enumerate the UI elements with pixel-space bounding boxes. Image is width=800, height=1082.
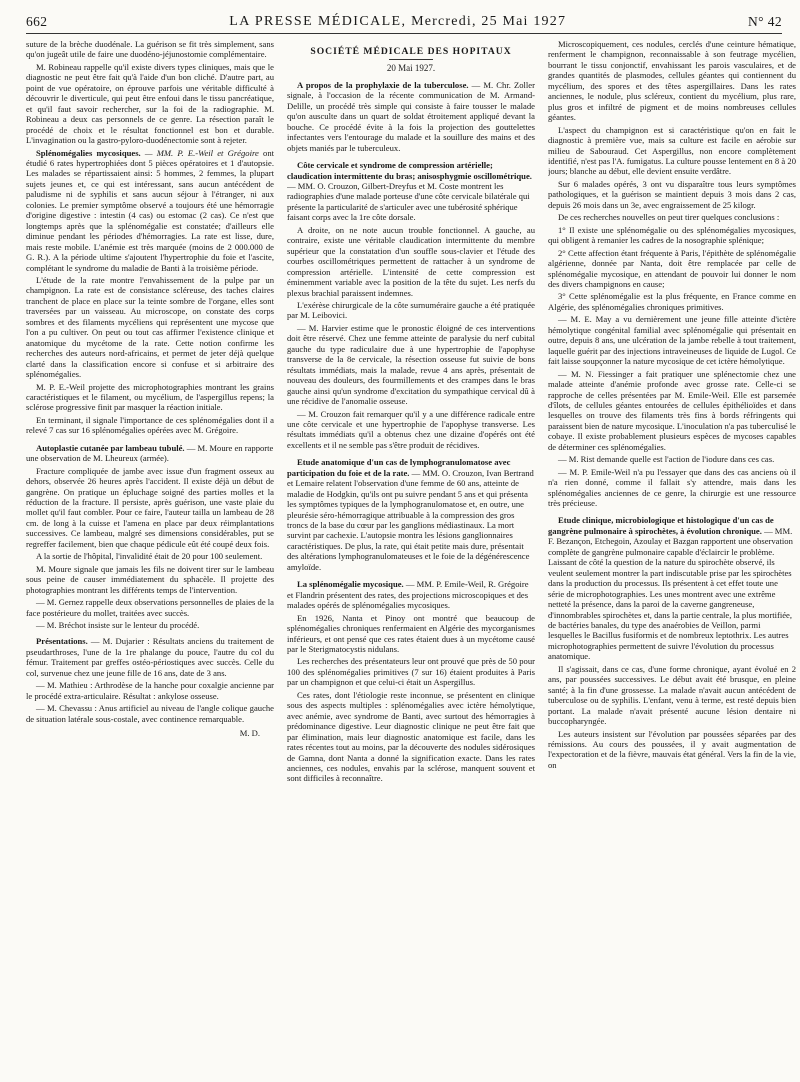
block-body: — M. Chr. Zoller signale, à l'occasion de la récente communication de M. Armand-Delille, un procédé très simple qui consiste à faire tousser le malade qu'on ausculte dans un quart de soldat étroitement appliqué devant la bouche. Ce procédé évite à la fois la projection des gouttelettes infectantes vers l'entourage du malade et la souillure des mains et des objets maniés par le tuberculeux.: [287, 79, 535, 153]
section-autoplastie: [26, 443, 274, 464]
running-head: [26, 0, 782, 34]
page-number: 662: [26, 14, 48, 29]
section-heading: Présentations.: [36, 636, 88, 647]
section-body: — M. Dujarier : Résultats anciens du traitement de pseudarthroses, l'une de la 1re phalange du pouce, l'autre du col du fémur. Traitement par greffes ostéo-périostiques avec succès. Celle du col, survenue chez une jeune fille de 16 ans, date de 3 ans.: [26, 636, 274, 678]
society-date: 20 Mai 1927.: [386, 63, 436, 74]
journal-masthead: [229, 14, 566, 30]
conclusion-item: 1° Il existe une splénomégalie ou des splénomégalies mycosiques, qui obligent à remanier les cadres de la nosographie splénique;: [548, 224, 796, 246]
paragraph: A droite, on ne note aucun trouble fonctionnel. A gauche, au contraire, existe une véritable claudication intermittente du membre supérieur que la constatation d'un souffle sous-clavier et l'étude des courbes oscillométriques permettent de rattacher à un syndrome de compression artérielle. L'intensité de cette compression est éminemment variable avec la position de la tête du sujet. Les nerfs du plexus brachial paraissent indemnes.: [287, 224, 535, 298]
conclusion-item: 2° Cette affection étant fréquente à Paris, l'épithète de splénomégalie algérienne, donnée par Nanta, doit être remplacée par celle de splénomégalie mycosique, en attendant de pouvoir lui donner le nom des divers champignons en cause;: [548, 247, 796, 289]
paragraph: — M. N. Fiessinger a fait pratiquer une splénectomie chez une malade atteinte d'anémie profonde avec grosse rate. Celle-ci se rapproche de celles présentées par M. Emile-Weil. Elle est parsemée d'îlots, de cellules géantes entourées de cellules épithélioïdes et dans lesquelles on trouve des filaments très fins à bords réfringents qui paraissent bien de nature mycosique. L'inoculation n'a pas tuberculisé le cobaye. Il existe probablement plusieurs espèces de mycoses capables de déterminer ces splénomégalies.: [548, 368, 796, 452]
journal-title: LA PRESSE MÉDICALE,: [229, 14, 407, 29]
block-title: La splénomégalie mycosique.: [297, 579, 404, 590]
conclusion-item: 3° Cette splénomégalie est la plus fréquente, en France comme en Algérie, des splénomégalies chroniques primitives.: [548, 291, 796, 312]
section-heading: Splénomégalies mycosiques.: [36, 147, 141, 158]
block-title: Etude anatomique d'un cas de lymphogranulomatose avec participation du foie et de la rate.: [287, 457, 511, 478]
issue-date: Mercredi, 25 Mai 1927: [411, 14, 567, 29]
paragraph: M. Robineau rappelle qu'il existe divers types cliniques, mais que le diagnostic ne peut être fait qu'à l'aide d'un bon cliché. D'autre part, au point de vue opératoire, on éprouve parfois une véritable difficulté à découvrir le diverticule, qui peut être enfoui dans le tissu pancréatique, et qu'il faut savoir rechercher, sur la foi de la radiographie. M. Robineau a deux cas personnels de ce genre. La résection paraît le procédé de choix et le résultat fonctionnel est bon et durable. L'invagination ou la gastro-pyloro-duodénectomie sont à rejeter.: [26, 61, 274, 146]
section-heading: Autoplastie cutanée par lambeau tubulé.: [36, 442, 185, 453]
block-title: Etude clinique, microbiologique et histologique d'un cas de gangrène pulmonaire à spirochètes, à évolution chronique.: [548, 515, 774, 536]
section-authors: — MM. P. E.-Weil et Grégoire: [144, 147, 259, 158]
paragraph: — M. E. May a vu dernièrement une jeune fille atteinte d'ictère hémolytique congénital familial avec splénomégalie qui présentait en outre, depuis 8 ans, une ulcération de la jambe rebelle à tout traitement, laquelle guérit par des injections intraveineuses de liquide de Lugol. Ce fait laisse soupçonner la nature mycosique de cet ictère hémolytique.: [548, 314, 796, 367]
section-presentations: [26, 636, 274, 678]
section-splenomegalies: [26, 148, 274, 273]
block-body: — MM. O. Crouzon, Gilbert-Dreyfus et M. Coste montrent les radiographies d'une malade porteuse d'une côte cervicale bilatérale qui présente la particularité de s'articuler avec une tubérosité sphérique faisant corps avec la 1re côte dorsale.: [287, 180, 530, 223]
block-splenomegalie-mycosique: [287, 579, 535, 610]
section-body: ont étudié 6 rates hypertrophiées dont 5 pièces opératoires et 1 d'autopsie. Les malades se répartissaient ainsi: 5 hommes, 2 femmes, la plupart sujets jeunes et, ce qui est intéressant, sans aucun antécédent de paludisme ni de syphilis et sans aucun séjour à l'étranger, ni aux colonies. Le premier symptôme observé a toujours été une hémorragie d'origine digestive : intestin (4 cas) ou estomac (2 cas). Ce n'est que longtemps après que la splénomégalie est constatée; d'ailleurs elle diminue pendant les périodes d'hémorragies. La rate est lisse, dure, mais reste mobile. L'anémie est très marquée (moins de 2 000.000 de G. R.). A la période ultime s'ajoutent l'hypertrophie du foie et l'ascite, complétant le syndrome du maladie de Banti à la troisième période.: [26, 147, 274, 273]
paragraph: De ces recherches nouvelles on peut tirer quelques conclusions :: [558, 212, 780, 223]
block-body: — MM. P. Emile-Weil, R. Grégoire et Flandrin présentent des rates, des projections microscopiques et des malades opérés de splénomégalies mycosiques.: [287, 579, 529, 611]
column-1: [26, 39, 274, 1079]
issue-number: N° 42: [747, 14, 782, 29]
block-tuberculose: [287, 80, 535, 153]
paragraph: — M. Bréchot insiste sur le lenteur du procédé.: [36, 620, 200, 631]
paragraph: suture de la brèche duodénale. La guérison se fit très simplement, sans qu'on jugeât utile de faire une duodéno-jéjunostomie complémentaire.: [26, 39, 274, 60]
paragraph: M. P. E.-Weil projette des microphotographies montrant les grains caractéristiques et le filament, ou mycélium, de l'aspergillus repens; la sclérose progressive finit par masquer la réaction initiale.: [26, 381, 274, 413]
paragraph: — M. Rist demande quelle est l'action de l'iodure dans ces cas.: [558, 454, 775, 465]
paragraph: En terminant, il signale l'importance de ces splénomégalies dont il a relevé 7 cas sur 16 splénomégalies opérées avec M. Grégoire.: [26, 414, 274, 436]
paragraph: En 1926, Nanta et Pinoy ont montré que beaucoup de splénomégalies chroniques renfermaient en Algérie des mycorganismes inférieurs, et ont pensé que ces rates étaient dues à un mycétome causé par le Sterigmatocystis nidulans.: [287, 612, 535, 655]
paragraph: Les recherches des présentateurs leur ont prouvé que près de 50 pour 100 des splénomégalies primitives (7 sur 16) étaient produites à Paris par un champignon et que celui-ci était un Aspergillus.: [287, 656, 535, 688]
society-title: SOCIÉTÉ MÉDICALE DES HOPITAUX: [310, 46, 512, 57]
paragraph: — M. Chevassu : Anus artificiel au niveau de l'angle colique gauche de situation latérale sous-costale, avec continence remarquable.: [26, 703, 274, 724]
title-rule: [389, 59, 433, 60]
paragraph: Microscopiquement, ces nodules, cerclés d'une ceinture hématique, renferment le champignon, reconnaissable à son feutrage mycélien, bourrant le tissu conjonctif, envahissant les parois vasculaires, et de grandes quantités de plasmodes, cellules géantes qui contiennent du mycélium, des spores et des têtes aspergillaires. Dans les rates anciennes, le nodule, plus scléreux, contient du mycélium, plus rare, plus gros et infiltré de pigment et de moins nombreuses cellules géantes.: [548, 39, 796, 123]
block-lymphogranulomatose: [287, 457, 535, 572]
paragraph: — M. Gernez rappelle deux observations personnelles de plaies de la face postérieure du mollet, traitées avec succès.: [26, 597, 274, 618]
block-cote-cervicale: [287, 160, 535, 223]
paragraph: — M. Crouzon fait remarquer qu'il y a une différence radicale entre une côte cervicale et une hypertrophie de l'apophyse transverse. Les résultats immédiats qu'il a obtenus chez une dizaine d'opérés ont été excellents et il ne semble pas s'être produit de récidives.: [287, 408, 535, 450]
signature: M. D.: [239, 728, 260, 739]
block-title: Côte cervicale et syndrome de compression artérielle; claudication intermittente du bras; anisosphygmie oscillométrique.: [287, 160, 532, 181]
paragraph: Sur 6 malades opérés, 3 ont vu disparaître tous leurs symptômes pathologiques, et la guérison se maintient depuis 3 mois dans 2 cas, depuis 26 mois dans un 3e, avec engraissement de 25 kilogr.: [548, 178, 796, 210]
section-authors: — M. Moure en rapporte une observation de M. Lheureux (armée).: [26, 442, 274, 464]
paragraph: Les auteurs insistent sur l'évolution par poussées séparées par des rémissions. Au cours des poussées, il y avait augmentation de l'expectoration et de la fièvre, mauvais état général. Vers la fin de la vie, on: [548, 728, 796, 770]
paragraph: — M. Harvier estime que le pronostic éloigné de ces interventions doit être réservé. Chez une femme atteinte de paralysie du nerf cubital gauche du type radiculaire due à une hypertrophie de l'apophyse transverse de la 8e cervicale, la résection osseuse fut suivie de bons résultats immédiats, mais la malade, revue 4 ans après, présentait de nouveau des douleurs, des fourmillements et des crampes dans le bras gauche ainsi qu'un syndrome d'excitation du sympathique cervical dû à une récidive de l'anomalie osseuse.: [287, 322, 535, 407]
column-3: [548, 39, 796, 1079]
paragraph: L'exérèse chirurgicale de la côte surnuméraire gauche a été pratiquée par M. Leibovici.: [287, 299, 535, 321]
block-body: — MM. F. Bezançon, Etchegoin, Azoulay et Bazgan rapportent une observation complète de gangrène pulmonaire capable d'éclaircir le problème. Laissant de côté la question de la nature du spirochète observé, ils veulent seulement montrer la part indiscutable prise par les spirochètes dans la production du processus. Ils présentent à cet effet toute une série de microphotographies. Les unes montrent avec une extrême netteté la présence, dans la paroi de la caverne gangreneuse, d'innombrables spirochètes et, dans la partie centrale, la plus mortifiée, de bactéries banales, du type des anaérobies de Veillon, parmi lesquelles le Bacillus fusiformis et de nombreux leptothrix. Les autres microphotographies permettent de suivre l'évolution du processus anatomique.: [548, 525, 793, 662]
paragraph: L'aspect du champignon est si caractéristique qu'on en fait le diagnostic à première vue, mais sa culture est facile en aérobie sur milieu de Sabouraud. Cet Aspergillus, non encore complètement identifié, n'est pas l'A. fumigatus. La culture pousse lentement en 8 à 20 jours; blanche au début, elle devient ensuite verdâtre.: [548, 124, 796, 177]
article-columns: [26, 39, 796, 1079]
paragraph: — M. Mathieu : Arthrodèse de la hanche pour coxalgie ancienne par le procédé extra-articulaire. Résultat : ankylose osseuse.: [26, 680, 274, 701]
paragraph: A la sortie de l'hôpital, l'invalidité était de 20 pour 100 seulement.: [36, 551, 263, 562]
block-body: — MM. O. Crouzon, Ivan Bertrand et Lemaire relatent l'observation d'une femme de 60 ans, atteinte de maladie de Hodgkin, qu'ils ont pu suivre pendant 5 ans et qui présenta les symptômes typiques de la lymphogranulomatose et, en outre, une pleurésie séro-hémorragique attribuable à la compression des gros troncs de la base du cœur par les ganglions médiastinaux. La mort survint par cachexie. L'autopsie montra les lésions ganglionnaires caractéristiques. De plus, la rate, qui était petite mais dure, présentait des altérations lymphogranulomateuses et le foie de la dégénérescence amyloïde.: [287, 467, 534, 572]
paragraph: — M. P. Emile-Weil n'a pu l'essayer que dans des cas anciens où il n'a rien donné, comme il fallait s'y attendre, mais dans les splénomégalies anciennes de ce genre, la chirurgie est une ressource très précieuse.: [548, 466, 796, 509]
paragraph: Ces rates, dont l'étiologie reste inconnue, se présentent en clinique sous des aspects multiples : splénomégalies avec ictère hémolytique, avec anémie, avec syndrome de Banti, avec surtout des hémorragies à prédominance digestive. Leur diagnostic clinique ne peut être fait que par élimination, mais leur diagnostic anatomique est facile, dans les rates récentes tout au moins, par la découverte des nodules sidérosiques de Gamna, dont Nanta a donné la signification exacte. Dans les rates anciennes, ces nodules, envahis par la sclérose, manquent souvent et sont difficiles à reconnaître.: [287, 689, 535, 784]
block-gangrene-pulmonaire: [548, 515, 796, 661]
paragraph: Il s'agissait, dans ce cas, d'une forme chronique, ayant évolué en 2 ans, par poussées successives. Le début avait été brusque, en pleine santé; à la fin d'une grossesse. La malade n'avait aucun antécédent de tuberculose ou de syphilis. L'enfant, venu à terme, est resté depuis bien portant. La malade n'avait présenté aucune lésion dentaire ni buccopharyngée.: [548, 663, 796, 727]
paragraph: Fracture compliquée de jambe avec issue d'un fragment osseux au dehors, observée 26 heures après l'accident. Il existe déjà un début de gangrène. On pratique un épluchage soigné des parties molles et la réduction de la fracture. Il persiste, après guérison, une vaste plaie du mollet qu'il faut combler. Pour ce faire, l'auteur tailla un lambeau de 28 cm. de long à la cuisse et l'amena en place par deux réimplantations successives. Ce lambeau, malgré ses dimensions considérables, put se regreffer facilement, bien que chaque pédicule eût été coupé deux fois.: [26, 465, 274, 549]
block-title: A propos de la prophylaxie de la tuberculose.: [297, 79, 469, 90]
paragraph: M. Moure signale que jamais les fils ne doivent tirer sur le lambeau sous peine de causer immédiatement du sphacèle. Il projette des photographies montrant les différents temps de l'intervention.: [26, 563, 274, 595]
paragraph: L'étude de la rate montre l'envahissement de la pulpe par un champignon. La rate est de consistance scléreuse, des taches claires tranchent de place en place sur la teinte sombre de l'organe, elles sont traversées par un vaisseau. Au microscope, on constate des corps sombres et des filaments mycéliens qui représentent une mycose que l'on a pu cultiver. On peut ou tout cas affirmer l'existence clinique et anatomique du mycétome de la rate. Cette notion confirme les recherches des auteurs nord-africains, et permet de jeter déjà quelque clarté dans la classification encore si confuse et si arbitraire des splénomégalies.: [26, 274, 274, 380]
column-2: [287, 39, 535, 1079]
